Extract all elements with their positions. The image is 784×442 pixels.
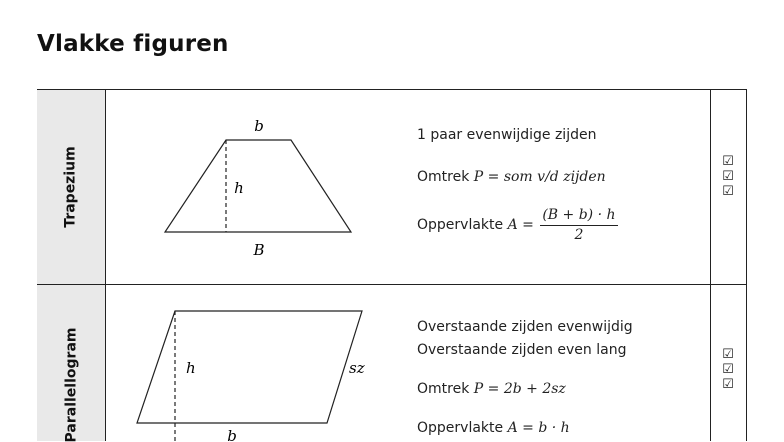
area-label: Oppervlakte xyxy=(417,420,508,436)
trapezium-area xyxy=(417,207,618,243)
parallellogram-property-2: Overstaande zijden even lang xyxy=(417,342,627,358)
checkbox-icon: ☑ xyxy=(722,347,734,362)
label-sz: sz xyxy=(349,359,365,377)
shapes-table xyxy=(37,89,747,441)
label-b: b xyxy=(254,117,264,135)
page-title: Vlakke figuren xyxy=(37,31,229,57)
checkbox-icon: ☑ xyxy=(722,169,734,184)
parallellogram-property-1: Overstaande zijden evenwijdig xyxy=(417,319,633,335)
checkbox-icon: ☑ xyxy=(722,154,734,169)
parallellogram-figure xyxy=(127,301,377,441)
checkbox-icon: ☑ xyxy=(722,377,734,392)
parallellogram-area xyxy=(417,420,570,436)
area-lhs: A = xyxy=(507,217,534,233)
area-formula: A = b · h xyxy=(507,420,570,436)
row-label-trapezium xyxy=(37,89,105,284)
trapezium-property: 1 paar evenwijdige zijden xyxy=(417,127,597,143)
row-label-text: Parallellogram xyxy=(63,327,80,442)
trapezium-perimeter xyxy=(417,169,606,185)
label-b: b xyxy=(227,427,237,441)
checkbox-icon: ☑ xyxy=(722,184,734,199)
trapezium-checklist xyxy=(718,155,738,200)
perimeter-label: Omtrek xyxy=(417,381,474,397)
area-fraction xyxy=(540,207,617,243)
parallellogram-checklist xyxy=(718,348,738,393)
row-divider xyxy=(37,284,747,285)
label-divider xyxy=(105,89,106,441)
row-label-parallellogram xyxy=(37,284,105,441)
perimeter-formula: P = 2b + 2sz xyxy=(473,381,566,397)
perimeter-label: Omtrek xyxy=(417,169,474,185)
trapezium-figure xyxy=(155,111,365,261)
label-h: h xyxy=(186,359,196,377)
check-divider xyxy=(710,89,711,441)
row-label-text: Trapezium xyxy=(63,145,80,228)
trapezium-shape xyxy=(165,140,351,232)
area-numerator: (B + b) · h xyxy=(540,207,617,226)
label-h: h xyxy=(234,179,244,197)
perimeter-formula: P = som v/d zijden xyxy=(473,169,606,185)
table-top-border xyxy=(37,89,747,90)
checkbox-icon: ☑ xyxy=(722,362,734,377)
area-label: Oppervlakte xyxy=(417,217,508,233)
table-right-border xyxy=(746,89,747,441)
area-denominator: 2 xyxy=(574,227,584,243)
parallellogram-perimeter xyxy=(417,381,566,397)
label-B: B xyxy=(253,241,265,259)
parallellogram-shape xyxy=(137,311,362,423)
